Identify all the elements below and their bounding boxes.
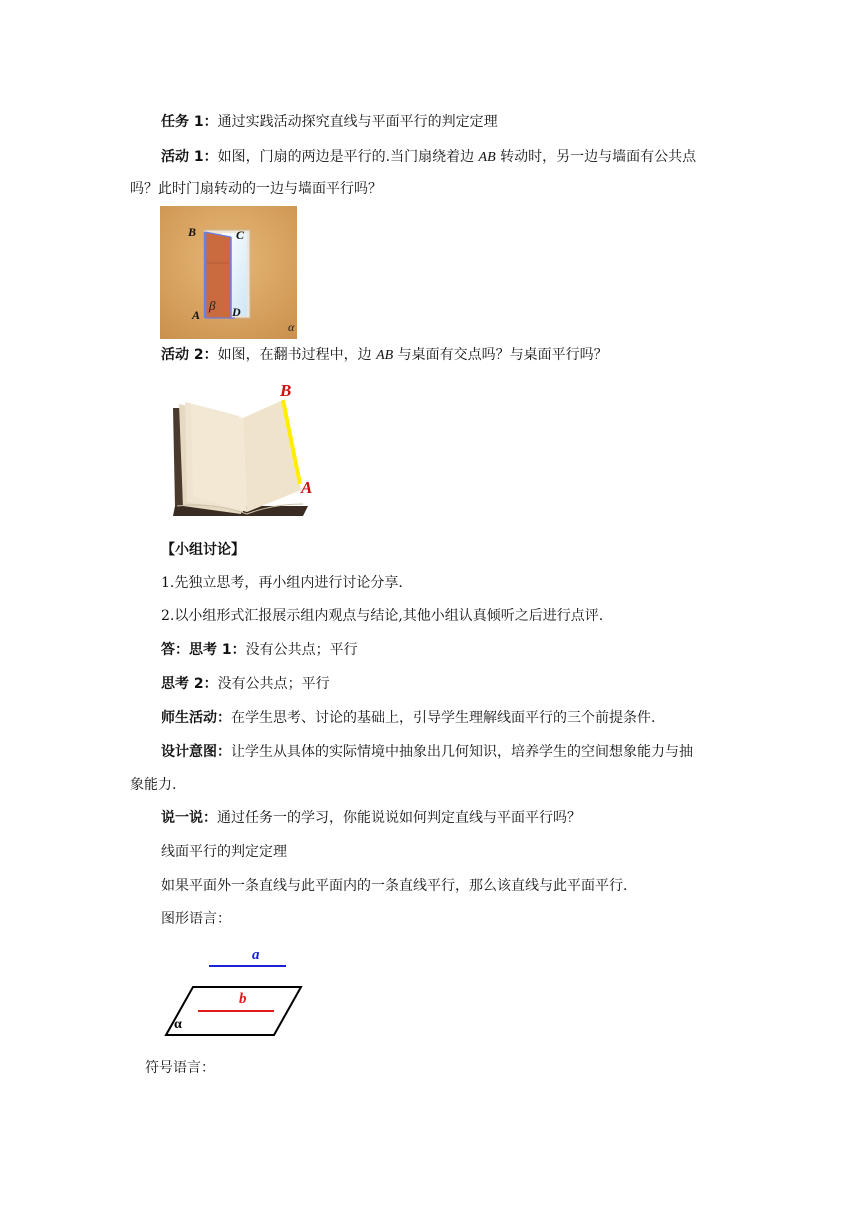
book-label-b: B (280, 381, 292, 400)
say-label: 说一说： (161, 810, 217, 826)
teacher-activity-line (161, 709, 655, 727)
activity1-line2: 吗？此时门扇转动的一边与墙面平行吗？ (130, 181, 382, 197)
design-intent-line1 (161, 743, 693, 761)
think2-label: 思考 2： (161, 676, 218, 692)
think2-line (161, 675, 330, 693)
theorem-text: 如果平面外一条直线与此平面内的一条直线平行，那么该直线与此平面平行. (161, 878, 628, 894)
activity1-label: 活动 1： (161, 149, 218, 165)
teacher-activity-label: 师生活动： (161, 710, 231, 726)
activity2-ab: AB (376, 348, 394, 363)
door-label-alpha: α (288, 320, 295, 334)
activity2-text-a: 如图，在翻书过程中，边 (217, 347, 377, 363)
design-intent-line2: 象能力. (130, 777, 177, 793)
group-discussion-heading: 【小组讨论】 (161, 542, 245, 558)
activity1-text-a: 如图，门扇的两边是平行的.当门扇绕着边 (217, 149, 479, 165)
label-b: b (239, 991, 247, 1007)
answer-text: 没有公共点；平行 (245, 642, 358, 658)
group-discussion-item1: 1.先独立思考，再小组内进行讨论分享. (161, 575, 403, 591)
design-intent-label: 设计意图： (161, 744, 231, 760)
task1-text: 通过实践活动探究直线与平面平行的判定定理 (217, 114, 498, 130)
activity1-line1 (161, 148, 696, 167)
door-figure (160, 206, 297, 339)
teacher-activity-text: 在学生思考、讨论的基础上，引导学生理解线面平行的三个前提条件. (231, 710, 656, 726)
activity2-label: 活动 2： (161, 347, 218, 363)
label-alpha: α (174, 1017, 182, 1032)
book-figure (163, 378, 320, 523)
task1-label: 任务 1： (161, 114, 218, 130)
task1-line (161, 113, 498, 131)
plane-diagram (160, 940, 310, 1040)
design-intent-text: 让学生从具体的实际情境中抽象出几何知识，培养学生的空间想象能力与抽 (231, 744, 693, 760)
book-label-a: A (301, 478, 313, 497)
door-label-c: C (236, 228, 245, 242)
graphic-language-label: 图形语言： (161, 911, 231, 927)
activity2-text-b: 与桌面有交点吗？与桌面平行吗？ (393, 347, 608, 363)
activity2-line (161, 346, 608, 365)
answer-label: 答：思考 1： (161, 642, 246, 658)
door-label-b: B (188, 225, 197, 239)
door-label-beta: β (209, 298, 216, 313)
activity1-ab: AB (478, 150, 496, 165)
door-label-a: A (192, 308, 201, 322)
think2-text: 没有公共点；平行 (217, 676, 330, 692)
say-text: 通过任务一的学习，你能说说如何判定直线与平面平行吗？ (217, 810, 581, 826)
theorem-title: 线面平行的判定定理 (161, 844, 287, 860)
door-label-d: D (232, 305, 241, 319)
say-line (161, 809, 581, 827)
answer-line (161, 641, 358, 659)
group-discussion-item2: 2.以小组形式汇报展示组内观点与结论,其他小组认真倾听之后进行点评. (161, 608, 604, 624)
label-a: a (252, 947, 260, 963)
activity1-text-b: 转动时，另一边与墙面有公共点 (495, 149, 697, 165)
symbol-language-label: 符号语言： (145, 1060, 215, 1076)
